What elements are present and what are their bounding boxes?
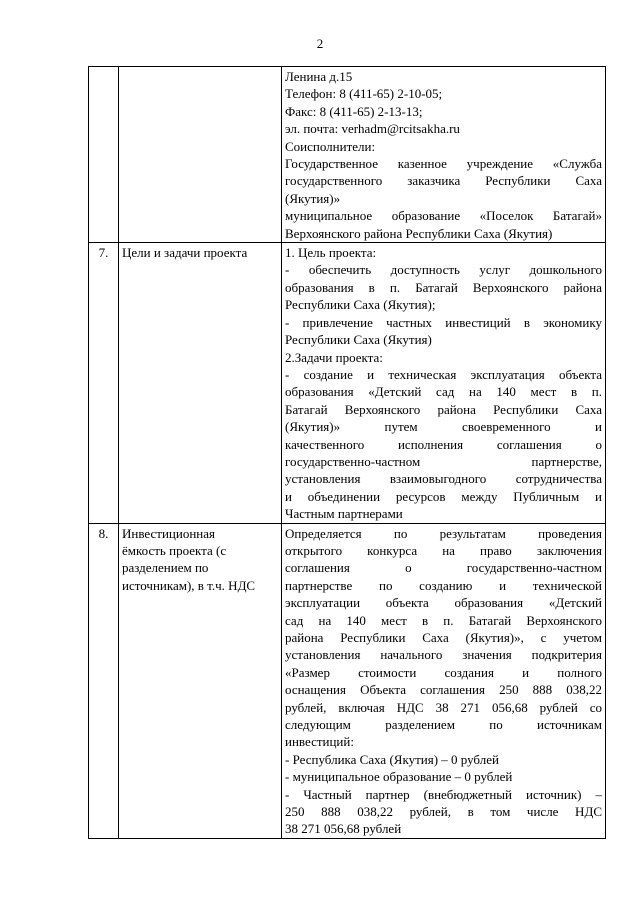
content-line: следующим разделением по источникам	[285, 717, 602, 733]
content-line: инвестиций:	[285, 734, 354, 750]
content-line: - привлечение частных инвестиций в экономику	[285, 314, 602, 330]
content-line: государственно-частном партнерстве,	[285, 453, 602, 469]
content-line: установления взаимовыгодного сотрудничества	[285, 471, 602, 487]
content-line: (Якутия)» путем своевременного и	[285, 419, 602, 435]
content-line: рублей, включая НДС 38 271 056,68 рублей со	[285, 699, 602, 715]
content-line: соглашения о государственно-частном	[285, 560, 602, 576]
content-line: Определяется по результатам проведения	[285, 525, 602, 541]
row-title	[119, 67, 282, 243]
content-line: - создание и техническая эксплуатация объекта	[285, 366, 602, 382]
content-line: Телефон: 8 (411-65) 2-10-05;	[285, 86, 443, 102]
table-row	[89, 67, 606, 243]
content-line: установления начального значения подкритерия	[285, 647, 602, 663]
content-line: Государственное казенное учреждение «Служба	[285, 156, 602, 172]
title-line: Инвестиционная	[122, 525, 215, 541]
content-line: Республики Саха (Якутия)	[285, 332, 432, 348]
content-line: 38 271 056,68 рублей	[285, 821, 402, 837]
content-line: открытого конкурса на право заключения	[285, 542, 602, 558]
row-title	[119, 243, 282, 524]
content-line: сад на 140 мест в п. Батагай Верхоянского	[285, 612, 602, 628]
content-line: оснащения Объекта соглашения 250 888 038,22	[285, 682, 602, 698]
row-content	[282, 523, 606, 838]
title-line: источникам), в т.ч. НДС	[122, 577, 256, 593]
table-row	[89, 243, 606, 524]
content-line: 250 888 038,22 рублей, в том числе НДС	[285, 804, 602, 820]
content-line: эл. почта: verhadm@rcitsakha.ru	[285, 121, 460, 137]
content-line: Факс: 8 (411-65) 2-13-13;	[285, 103, 423, 119]
content-line: образования в п. Батагай Верхоянского района	[285, 279, 602, 295]
content-line: (Якутия)»	[285, 190, 341, 206]
content-line: Ленина д.15	[285, 69, 353, 84]
content-line: образования «Детский сад на 140 мест в п.	[285, 384, 602, 400]
table-row	[89, 523, 606, 838]
project-passport-table	[88, 66, 606, 839]
content-line: эксплуатации объекта образования «Детский	[285, 595, 602, 611]
content-line: качественного исполнения соглашения о	[285, 436, 602, 452]
content-line: района Республики Саха (Якутия)», с учетом	[285, 630, 602, 645]
title-line: Цели и задачи проекта	[122, 245, 248, 261]
row-number	[89, 67, 119, 243]
content-line: 1. Цель проекта:	[285, 245, 377, 261]
content-line: партнерстве по созданию и технической	[285, 577, 602, 593]
page-number: 2	[316, 36, 324, 51]
content-line: - обеспечить доступность услуг дошкольного	[285, 262, 602, 278]
content-line: Верхоянского района Республики Саха (Якутия)	[285, 225, 553, 241]
content-line: - Частный партнер (внебюджетный источник) –	[285, 786, 602, 802]
row-content	[282, 243, 606, 524]
row-number: 7.	[89, 243, 119, 524]
title-line: разделением по	[122, 560, 209, 576]
row-title	[119, 523, 282, 838]
content-line: Батагай Верхоянского района Республики Саха	[285, 401, 602, 417]
content-line: государственного заказчика Республики Саха	[285, 173, 602, 189]
row-number: 8.	[89, 523, 119, 838]
content-line: 2.Задачи проекта:	[285, 349, 383, 365]
content-line: и объединении ресурсов между Публичным и	[285, 488, 602, 504]
content-line: муниципальное образование «Поселок Батагай»	[285, 208, 602, 224]
content-line: Частным партнерами	[285, 506, 403, 522]
content-line: - Республика Саха (Якутия) – 0 рублей	[285, 751, 499, 767]
content-line: Соисполнители:	[285, 138, 376, 154]
table-body	[89, 67, 606, 839]
title-line: ёмкость проекта (с	[122, 542, 227, 558]
content-line: «Размер стоимости создания и полного	[285, 664, 602, 680]
content-line: Республики Саха (Якутия);	[285, 297, 436, 313]
content-line: - муниципальное образование – 0 рублей	[285, 769, 513, 785]
row-content	[282, 67, 606, 243]
